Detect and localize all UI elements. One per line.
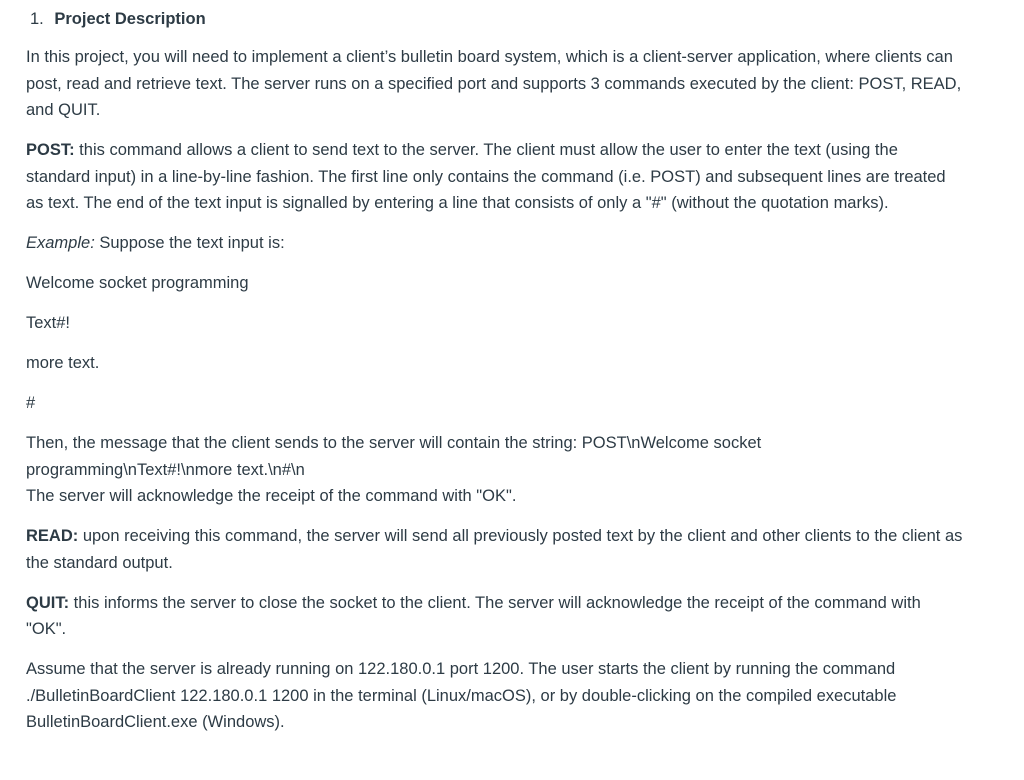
message-paragraph: Then, the message that the client sends to the server will contain the string: POST\nWelcome socket programming\nText#!\nmore text.\n#\n: [26, 434, 762, 479]
post-label: POST:: [26, 141, 75, 159]
quit-label: QUIT:: [26, 593, 70, 612]
ok-acknowledge-paragraph: The server will acknowledge the receipt of the command with "OK".: [26, 487, 517, 505]
example-line: Welcome socket programming: [26, 274, 249, 292]
section-heading: [30, 7, 964, 31]
quit-description: this informs the server to close the socket to the client. The server will acknowledge the receipt of the command with "OK".: [26, 593, 921, 638]
example-line: #: [26, 394, 36, 412]
example-label: Example:: [26, 234, 95, 252]
section-title: Project Description: [54, 10, 206, 28]
example-line: more text.: [26, 354, 100, 372]
read-description: upon receiving this command, the server will send all previously posted text by the client and other clients to the client as the standard output.: [26, 527, 963, 572]
read-paragraph: [26, 523, 964, 576]
read-label: READ:: [26, 527, 79, 545]
section-number: 1.: [30, 10, 44, 28]
quit-paragraph: [26, 590, 964, 643]
example-paragraph: [26, 230, 964, 257]
example-line: Text#!: [26, 314, 71, 332]
example-intro-text: Suppose the text input is:: [94, 234, 285, 252]
post-paragraph: [26, 137, 964, 217]
assume-paragraph: Assume that the server is already running on 122.180.0.1 port 1200. The user starts the client by running the command ./BulletinBoardClient 122.180.0.1 1200 in the terminal (Linux/macOS), or by double-clicking on the compiled executable BulletinBoardClient.exe (Windows).: [26, 660, 897, 731]
post-description: this command allows a client to send text to the server. The client must allow the user to enter the text (using the standard input) in a line-by-line fashion. The first line only contains the command (i.e. POST) and subsequent lines are treated as text. The end of the text input is signalled by entering a line that consists of only a "#" (without the quotation marks).: [26, 141, 946, 212]
intro-paragraph: In this project, you will need to implement a client’s bulletin board system, which is a client-server application, where clients can post, read and retrieve text. The server runs on a specified port and supports 3 commands executed by the client: POST, READ, and QUIT.: [26, 48, 962, 119]
